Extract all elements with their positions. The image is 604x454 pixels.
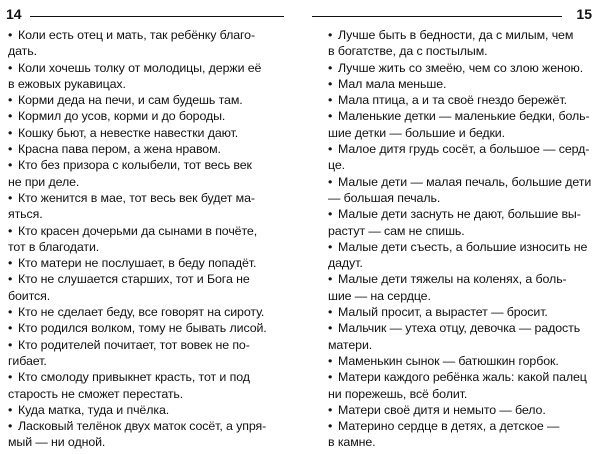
proverb-line: тот в благодати. (8, 239, 100, 254)
proverb-item (8, 223, 274, 256)
bullet-icon: • (8, 370, 13, 385)
proverb-item (328, 76, 596, 92)
proverb-line: дать. (8, 44, 37, 59)
proverb-line: старость не сможет перестать. (8, 386, 184, 401)
proverb-list-right (328, 27, 596, 451)
proverb-line: Маменькин сынок — батюшкин горбок. (338, 353, 559, 368)
proverb-line: Мальчик — утеха отцу, девочка — радость (338, 321, 581, 336)
proverb-line: Малое дитя грудь сосёт, а большое — серд- (338, 142, 590, 157)
proverb-line: Малые дети съесть, а большие износить не (338, 239, 588, 254)
proverb-line: яться. (8, 207, 43, 222)
proverb-item (328, 369, 596, 402)
proverb-item (8, 402, 274, 418)
proverb-item (8, 418, 274, 451)
bullet-icon: • (328, 93, 333, 108)
proverb-item (8, 337, 274, 370)
proverb-item (8, 271, 274, 304)
bullet-icon: • (8, 256, 13, 271)
proverb-line: Кто без призора с колыбели, тот весь век (18, 158, 252, 173)
header-rule-right (312, 16, 562, 17)
bullet-icon: • (328, 76, 333, 91)
proverb-item (8, 108, 274, 124)
proverb-item (328, 206, 596, 239)
bullet-icon: • (8, 125, 13, 140)
bullet-icon: • (8, 305, 13, 320)
proverb-item (328, 402, 596, 418)
proverb-item (328, 320, 596, 353)
proverb-line: Кто не сделает беду, все говорят на сироту. (18, 305, 265, 320)
proverb-line: матери. (328, 337, 373, 352)
proverb-line: Кто смолоду привыкнет красть, тот и под (18, 370, 250, 385)
proverb-line: Кормил до усов, корми и до бороды. (18, 109, 226, 124)
proverb-line: Кто родителей почитает, тот вовек не по- (18, 337, 250, 352)
proverb-line: Коли есть отец и мать, так ребёнку благо- (18, 28, 255, 42)
proverb-item (328, 108, 596, 141)
proverb-line: ни порежешь, всё болит. (328, 386, 468, 401)
proverb-item (328, 418, 596, 451)
proverb-line: Корми деда на печи, и сам будешь там. (18, 93, 243, 108)
proverb-line: Маленькие детки — маленькие бедки, боль- (338, 109, 590, 124)
proverb-item (8, 304, 274, 320)
bullet-icon: • (8, 190, 13, 205)
proverb-line: Кошку бьют, а невестке навестки дают. (18, 125, 239, 140)
proverb-line: Малый просит, а вырастет — бросит. (338, 305, 548, 320)
bullet-icon: • (328, 370, 333, 385)
bullet-icon: • (328, 305, 333, 320)
proverb-line: це. (328, 158, 345, 173)
proverb-line: шие детки — большие и бедки. (328, 125, 505, 140)
bullet-icon: • (8, 93, 13, 108)
proverb-item (328, 174, 596, 207)
proverb-line: — большая печаль. (328, 190, 441, 205)
bullet-icon: • (328, 321, 333, 336)
bullet-icon: • (8, 28, 13, 42)
bullet-icon: • (8, 272, 13, 287)
bullet-icon: • (8, 60, 13, 75)
bullet-icon: • (8, 109, 13, 124)
bullet-icon: • (328, 174, 333, 189)
proverb-line: Коли хочешь толку от молодицы, держи её (18, 60, 262, 75)
bullet-icon: • (328, 239, 333, 254)
proverb-item (8, 190, 274, 223)
proverb-line: Мала птица, а и та своё гнездо бережёт. (338, 93, 567, 108)
bullet-icon: • (8, 321, 13, 336)
page-number-right: 15 (576, 6, 592, 22)
proverb-line: в камне. (328, 435, 376, 450)
proverb-item (328, 353, 596, 369)
proverb-line: Кто родился волком, тому не бывать лисой. (18, 321, 267, 336)
bullet-icon: • (328, 28, 333, 42)
proverb-item (8, 141, 274, 157)
proverb-item (8, 60, 274, 93)
proverb-item (328, 239, 596, 272)
proverb-line: боится. (8, 288, 51, 303)
proverb-item (8, 320, 274, 336)
proverb-item (8, 369, 274, 402)
proverb-item (8, 255, 274, 271)
proverb-line: Куда матка, туда и пчёлка. (18, 402, 170, 417)
proverb-line: Кто матери не послушает, в беду попадёт. (18, 256, 257, 271)
proverb-list-left (8, 27, 274, 451)
proverb-line: дадут. (328, 256, 363, 271)
bullet-icon: • (8, 158, 13, 173)
page-number-left: 14 (6, 6, 22, 22)
proverb-line: Матери своё дитя и немыто — бело. (338, 402, 546, 417)
proverb-line: Малые дети тяжелы на коленях, а боль- (338, 272, 567, 287)
proverb-line: Кто красен дочерьми да сынами в почёте, (18, 223, 258, 238)
proverb-item (8, 157, 274, 190)
bullet-icon: • (8, 337, 13, 352)
proverb-line: Материно сердце в детях, а детское — (338, 419, 560, 434)
proverb-line: Ласковый телёнок двух маток сосёт, а упря- (18, 419, 267, 434)
proverb-line: Лучше жить со змеёю, чем со злою женою. (338, 60, 584, 75)
proverb-item (328, 92, 596, 108)
bullet-icon: • (328, 109, 333, 124)
proverb-item (8, 92, 274, 108)
bullet-icon: • (8, 142, 13, 157)
proverb-line: Матери каждого ребёнка жаль: какой палец (338, 370, 587, 385)
bullet-icon: • (328, 402, 333, 417)
proverb-line: шие — на сердце. (328, 288, 431, 303)
proverb-line: Красна пава пером, а жена нравом. (18, 142, 221, 157)
proverb-line: гибает. (8, 353, 47, 368)
bullet-icon: • (328, 60, 333, 75)
proverb-line: Малые дети — малая печаль, большие дети (338, 174, 592, 189)
proverb-line: в ежовых рукавицах. (8, 76, 126, 91)
proverb-item (328, 304, 596, 320)
proverb-line: Малые дети заснуть не дают, большие вы- (338, 207, 581, 222)
proverb-line: Кто не слушается старших, тот и Бога не (18, 272, 250, 287)
bullet-icon: • (328, 207, 333, 222)
bullet-icon: • (8, 419, 13, 434)
right-page (302, 0, 604, 454)
bullet-icon: • (328, 353, 333, 368)
proverb-item (328, 60, 596, 76)
proverb-line: в богатстве, да с постылым. (328, 44, 488, 59)
proverb-line: Лучше быть в бедности, да с милым, чем (338, 28, 574, 42)
proverb-line: Кто женится в мае, тот весь век будет ма- (18, 190, 255, 205)
proverb-line: мый — ни одной. (8, 435, 106, 450)
proverb-line: растут — сам не спишь. (328, 223, 465, 238)
header-rule-left (30, 16, 284, 17)
proverb-item (8, 27, 274, 60)
proverb-line: не при деле. (8, 174, 80, 189)
proverb-line: Мал мала меньше. (338, 76, 447, 91)
bullet-icon: • (8, 223, 13, 238)
bullet-icon: • (328, 419, 333, 434)
proverb-item (328, 141, 596, 174)
bullet-icon: • (8, 402, 13, 417)
bullet-icon: • (328, 272, 333, 287)
proverb-item (328, 271, 596, 304)
proverb-item (8, 125, 274, 141)
bullet-icon: • (328, 142, 333, 157)
proverb-item (328, 27, 596, 60)
